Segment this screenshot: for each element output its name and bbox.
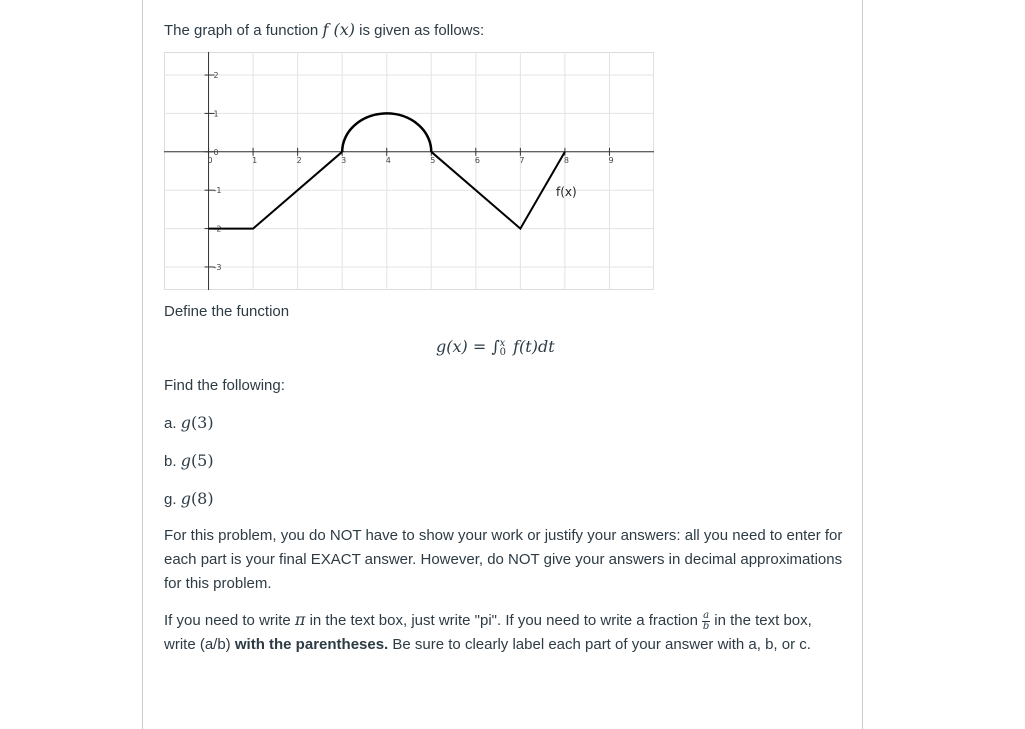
integral-lower: 0 <box>499 346 507 358</box>
x-tick-label: 3 <box>341 155 347 165</box>
intro-after: is given as follows: <box>354 22 485 39</box>
integral-formula <box>436 337 555 357</box>
y-tick-label: -2 <box>213 224 222 234</box>
instructions-work: For this problem, you do NOT have to show your work or justify your answers: all you need to enter for each part is your final EXACT answer. However, do NOT give your answers in decimal approximations for this problem. <box>164 527 843 592</box>
y-tick-label: -3 <box>213 262 222 272</box>
function-graph <box>164 52 654 290</box>
x-tick-label: 7 <box>519 155 525 165</box>
x-tick-label: 1 <box>252 155 258 165</box>
pi-symbol: π <box>294 610 306 629</box>
part-b-arg: (5) <box>190 451 214 470</box>
formula-integrand: f(t)dt <box>508 337 555 356</box>
x-tick-label: 2 <box>296 155 302 165</box>
instr-part1: If you need to write <box>164 612 295 629</box>
intro-text <box>164 18 484 43</box>
x-tick-label: 6 <box>474 155 480 165</box>
define-text: Define the function <box>164 303 290 320</box>
find-text: Find the following: <box>164 377 285 394</box>
y-tick-label: 0 <box>213 147 219 157</box>
part-b-label: b. <box>164 453 177 470</box>
integral-sign: ∫ <box>491 337 500 356</box>
part-a <box>164 411 214 436</box>
frac-num: a <box>703 609 710 621</box>
part-a-label: a. <box>164 415 177 432</box>
intro-fx: f (x) <box>322 20 355 39</box>
frac-den: b <box>702 620 710 632</box>
part-b <box>164 449 214 474</box>
instr-part2: in the text box, just write "pi". If you need to write a fraction <box>305 612 703 629</box>
instr-part4: Be sure to clearly label each part of your answer with a, b, or c. <box>388 636 811 653</box>
part-c-arg: (8) <box>190 489 214 508</box>
part-c <box>164 487 214 512</box>
x-tick-label: 9 <box>608 155 614 165</box>
x-tick-label: 5 <box>430 155 436 165</box>
intro-before: The graph of a function <box>164 22 323 39</box>
part-b-expr: g <box>180 451 191 470</box>
part-c-expr: g <box>180 489 191 508</box>
x-tick-label: 0 <box>207 155 213 165</box>
part-a-arg: (3) <box>190 413 214 432</box>
part-a-expr: g <box>180 413 191 432</box>
fraction-a-over-b <box>702 611 710 632</box>
part-c-label: g. <box>164 491 177 508</box>
formula-lhs: g(x) = <box>436 337 492 356</box>
y-tick-label: -1 <box>213 186 222 196</box>
instr-bold: with the parentheses. <box>234 636 389 653</box>
curve-label: f(x) <box>556 184 577 199</box>
graph-border <box>165 53 654 290</box>
x-tick-label: 4 <box>385 155 391 165</box>
x-tick-label: 8 <box>563 155 570 165</box>
instr-part3: in the text box, write (a/b) <box>164 612 812 653</box>
y-tick-label: 2 <box>213 71 219 81</box>
integral-upper: x <box>499 337 506 349</box>
y-tick-label: 1 <box>213 109 219 119</box>
question-page <box>142 0 863 729</box>
instructions-format <box>164 608 844 657</box>
